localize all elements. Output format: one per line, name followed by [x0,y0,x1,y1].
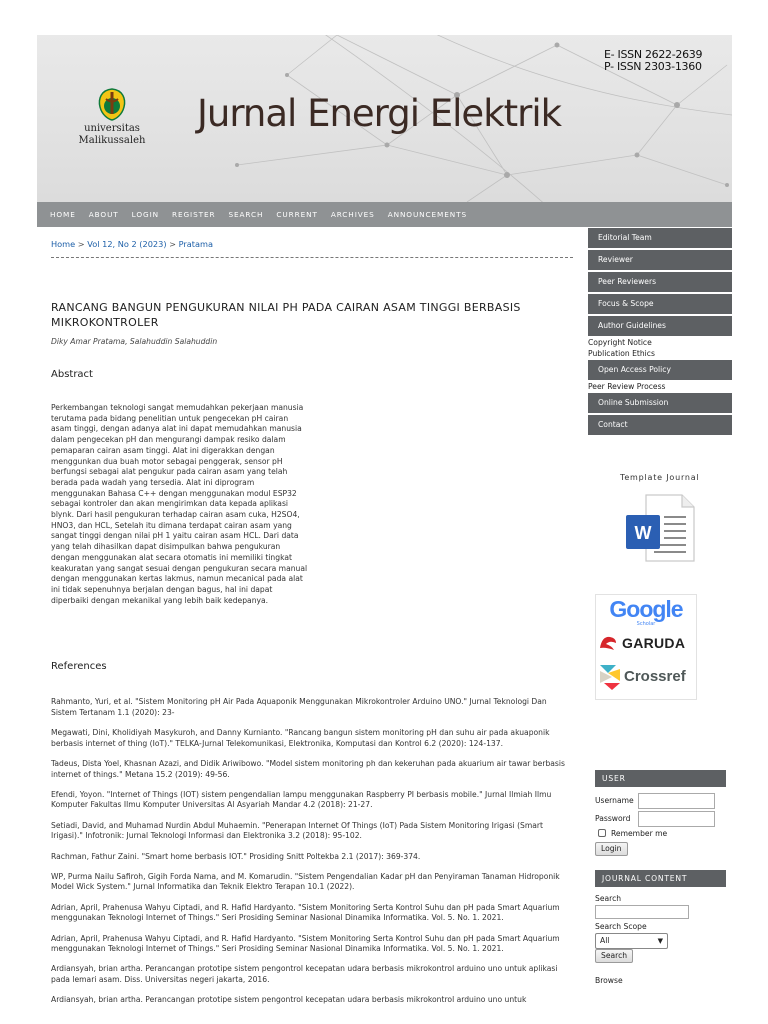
references-list [51,697,573,1016]
article-title: RANCANG BANGUN PENGUKURAN NILAI PH PADA CAIRAN ASAM TINGGI BERBASIS MIKROKONTROLER [51,301,521,329]
sidebar-contact-button[interactable]: Contact [588,415,732,435]
breadcrumb-author[interactable]: Pratama [178,239,214,249]
nav-register[interactable]: REGISTER [172,210,216,219]
sidebar-peer-review-process-link[interactable]: Peer Review Process [588,382,666,391]
username-input[interactable] [638,793,715,809]
crossref-icon [598,663,622,691]
username-label: Username [595,796,634,805]
password-label: Password [595,814,631,823]
university-name-line1: universitas [84,123,140,134]
browse-label: Browse [595,976,623,985]
issn-electronic: E- ISSN 2622-2639 [604,48,703,61]
login-button[interactable]: Login [595,842,628,856]
nav-home[interactable]: HOME [50,210,76,219]
nav-announcements[interactable]: ANNOUNCEMENTS [387,210,467,219]
user-block-heading: USER [595,770,726,787]
breadcrumb-issue[interactable]: Vol 12, No 2 (2023) [87,239,167,249]
journal-content-heading: JOURNAL CONTENT [595,870,726,887]
breadcrumb [51,239,213,249]
sidebar-open-access-policy-button[interactable]: Open Access Policy [588,360,732,380]
reference-item: Ardiansyah, brian artha. Perancangan prototipe sistem pengontrol kecepatan udara berbasis mikrokontrol arduino uno untuk aplikasi pada lemari asam. Diss. Universitas negeri jakarta, 2016. [51,964,558,985]
indexing-badges [595,594,697,700]
abstract-heading: Abstract [51,369,93,380]
template-journal-label: Template Journal [620,473,700,482]
divider [51,257,573,258]
breadcrumb-separator: > [169,239,177,249]
journal-title: Jurnal Energi Elektrik [197,92,562,135]
references-heading: References [51,661,107,672]
reference-item: Megawati, Dini, Kholidiyah Masykuroh, and Danny Kurnianto. "Rancang bangun sistem monitoring pH dan suhu air pada akuaponik berbasis internet of thing (IoT)." TELKA-Jurnal Telekomunikasi, Elektronika, Komputasi dan Kontrol 6.2 (2020): 124-137. [51,727,550,748]
sidebar-peer-reviewers-button[interactable]: Peer Reviewers [588,272,732,292]
remember-me-checkbox[interactable] [598,829,606,837]
sidebar-author-guidelines-button[interactable]: Author Guidelines [588,316,732,336]
garuda-logo[interactable] [598,633,696,653]
breadcrumb-home[interactable]: Home [51,239,76,249]
garuda-text: GARUDA [622,635,686,651]
reference-item: Efendi, Yoyon. "Internet of Things (IOT) sistem pengendalian lampu menggunakan Raspberry PI berbasis mobile." Jurnal Ilmiah Ilmu Komputer Fakultas Ilmu Komputer Universitas Al Asyariah Mandar 4.2 (2018): 21-27. [51,789,552,810]
reference-item: Adrian, April, Prahenusa Wahyu Ciptadi, and R. Hafid Hardyanto. "Sistem Monitoring Serta Kontrol Suhu dan pH pada Smart Aquarium menggunakan Teknologi Internet of Things." Seri Prosiding Seminar Nasional Dinamika Informatika. Vol. 5. No. 1. 2021. [51,902,560,923]
abstract-text: Perkembangan teknologi sangat memudahkan pekerjaan manusia terutama pada bidang penelitian untuk pengecekan pH cairan asam tinggi, dengan adanya alat ini dapat memudahkan manusia dalam pengecekan pH dan mengurangi dampak resiko dalam pemaparan cairan asam tinggi. Alat ini digerakkan dengan menggunkan dua buah motor sebagai penggerak, sensor pH berfungsi sebagai alat pengukur pada cairan asam yang telah berada pada wadah yang tersedia. Alat ini diprogram menggunakan Bahasa C++ dengan menggunakan modul ESP32 sebagai kontroler dan akan mengirimkan data kepada aplikasi blynk. Dari hasil pengukuran terhadap cairan asam cuka, H2SO4, HNO3, dan HCL, Setelah itu dimana terdapat cairan asam yang sangat tinggi dengan nilai pH 1 yaitu cairan asam HCL. Dari data yang telah dihasilkan dapat disimpulkan bahwa pengukuran dengan menggunakan alat secara otomatis ini memiliki tingkat keakuratan yang sangat sesuai dengan pengukuran secara manual dengan menggunakan kertas lakmus, namun mecanical pada alat ini tidak sepenuhnya berjalan dengan bagus, hal ini dapat diperbaiki dengan mekanikal yang lebih baik kedepanya. [51,403,308,605]
university-name-line2: Malikussaleh [78,135,146,146]
issn-print: P- ISSN 2303-1360 [604,60,702,73]
search-label: Search [595,894,622,903]
search-scope-value: All [600,936,610,945]
crossref-text: Crossref [624,668,686,685]
reference-item: Tadeus, Dista Yoel, Khasnan Azazi, and Didik Ariwibowo. "Model sistem monitoring ph dan kekeruhan pada akuarium air tawar berbasis internet of things." Metana 15.2 (2019): 49-56. [51,758,565,779]
word-document-icon[interactable] [624,493,696,563]
main-navbar [37,202,732,227]
sidebar-online-submission-button[interactable]: Online Submission [588,393,732,413]
sidebar-reviewer-button[interactable]: Reviewer [588,250,732,270]
google-scholar-logo[interactable] [596,597,696,627]
reference-item: Rachman, Fathur Zaini. "Smart home berbasis IOT." Prosiding Snitt Poltekba 2.1 (2017): 369-374. [51,851,421,861]
nav-archives[interactable]: ARCHIVES [330,210,375,219]
reference-item: Adrian, April, Prahenusa Wahyu Ciptadi, and R. Hafid Hardyanto. "Sistem Monitoring Serta Kontrol Suhu dan pH pada Smart Aquarium menggunakan Teknologi Internet of Things." Seri Prosiding Seminar Nasional Dinamika Informatika. Vol. 5. No. 1. 2021. [51,933,560,954]
sidebar-editorial-team-button[interactable]: Editorial Team [588,228,732,248]
site-header [37,35,732,202]
search-input[interactable] [595,905,689,919]
nav-login[interactable]: LOGIN [131,210,159,219]
reference-item: Setiadi, David, and Muhamad Nurdin Abdul Muhaemin. "Penerapan Internet Of Things (IoT) Pada Sistem Monitoring Irigasi (Smart Irigasi)." Infotronik: Jurnal Teknologi Informasi dan Elektronika 3.2 (2018): 95-102. [51,820,544,841]
crossref-logo[interactable] [598,663,696,693]
reference-item: Ardiansyah, brian artha. Perancangan prototipe sistem pengontrol kecepatan udara berbasis mikrokontrol arduino uno untuk [51,995,527,1005]
garuda-bird-icon [598,634,618,652]
sidebar-publication-ethics-link[interactable]: Publication Ethics [588,349,655,358]
scholar-text: Scholar [636,621,656,627]
nav-current[interactable]: CURRENT [276,210,318,219]
password-input[interactable] [638,811,715,827]
nav-about[interactable]: ABOUT [88,210,119,219]
svg-text:W: W [634,523,652,543]
sidebar-copyright-notice-link[interactable]: Copyright Notice [588,338,652,347]
breadcrumb-separator: > [77,239,85,249]
search-scope-label: Search Scope [595,922,647,931]
remember-me-label: Remember me [611,829,668,838]
university-logo-icon [97,88,127,121]
search-scope-select[interactable] [595,933,668,949]
google-logo-text: Google [609,596,683,622]
reference-item: Rahmanto, Yuri, et al. "Sistem Monitoring pH Air Pada Aquaponik Menggunakan Mikrokontroler Arduino UNO." Jurnal Teknologi Dan Sistem Tertanam 1.1 (2020): 23- [51,697,547,717]
search-button[interactable]: Search [595,949,633,963]
sidebar-focus-scope-button[interactable]: Focus & Scope [588,294,732,314]
nav-search[interactable]: SEARCH [228,210,264,219]
article-authors: Diky Amar Pratama, Salahuddin Salahuddin [51,337,218,346]
chevron-down-icon: ▼ [657,937,663,945]
reference-item: WP, Purma Nailu Safiroh, Gigih Forda Nama, and M. Komarudin. "Sistem Pengendalian Kadar pH dan Penyiraman Tanaman Hidroponik Model Wick System." Jurnal Informatika dan Teknik Elektro Terapan 10.1 (2022). [51,871,560,892]
